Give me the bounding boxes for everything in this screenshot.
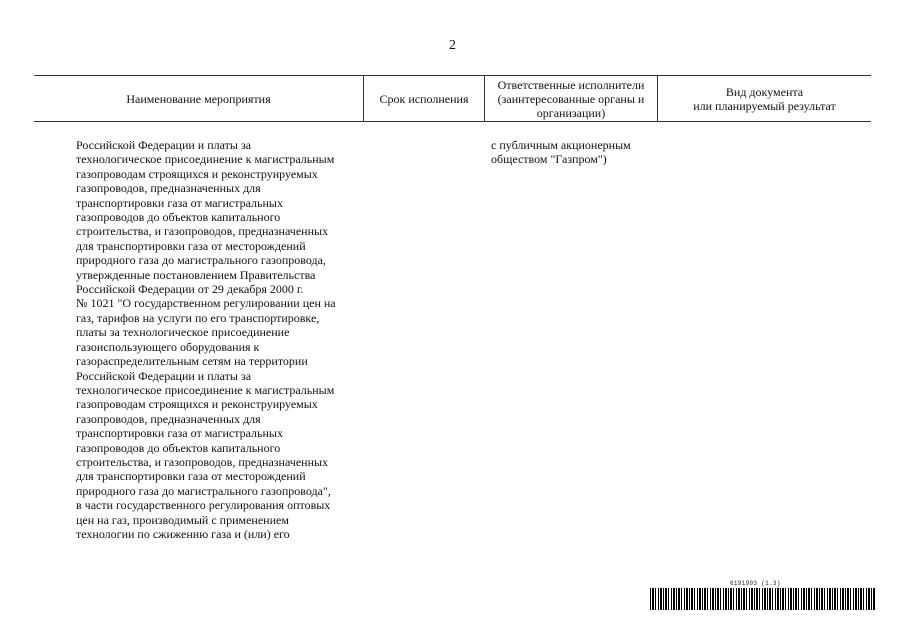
- barcode-id: 6191993 (1.3): [730, 580, 781, 587]
- table-header-name: [34, 76, 363, 121]
- table-header-responsible: [485, 76, 657, 121]
- page-number: 2: [449, 38, 456, 53]
- header-result-label: Вид документа или планируемый результат: [693, 84, 836, 113]
- table-header-result: [658, 76, 871, 121]
- table-header-deadline: [364, 76, 484, 121]
- row-responsible-text: с публичным акционерным обществом "Газпром"): [491, 138, 631, 167]
- header-name-label: Наименование мероприятия: [126, 91, 271, 106]
- table-header-bottom-rule: [34, 121, 871, 122]
- header-responsible-label: Ответственные исполнители (заинтересованные органы и организации): [497, 77, 645, 120]
- row-name-text: Российской Федерации и платы за технологическое присоединение к магистральным газопроводам строящихся и реконструируемых газопроводов, предназначенных для транспортировки газа от магистральных газопроводов до объектов капитального строительства, и газопроводов, предназначенных для транспортировки газа от месторождений природного газа до магистрального газопровода, утвержденные постановлением Правительства Российской Федерации от 29 декабря 2000 г. № 1021 "О государственном регулировании цен на газ, тарифов на услуги по его транспортировке, платы за технологическое присоединение газоиспользующего оборудования к газораспределительным сетям на территории Российской Федерации и платы за технологическое присоединение к магистральным газопроводам строящихся и реконструируемых газопроводов, предназначенных для транспортировки газа от магистральных газопроводов до объектов капитального строительства, и газопроводов, предназначенных для транспортировки газа от месторождений природного газа до магистрального газопровода", в части государственного регулирования оптовых цен на газ, производимый с применением технологии по сжижению газа и (или) его: [76, 138, 336, 541]
- header-deadline-label: Срок исполнения: [379, 91, 469, 106]
- barcode-image: [650, 588, 875, 610]
